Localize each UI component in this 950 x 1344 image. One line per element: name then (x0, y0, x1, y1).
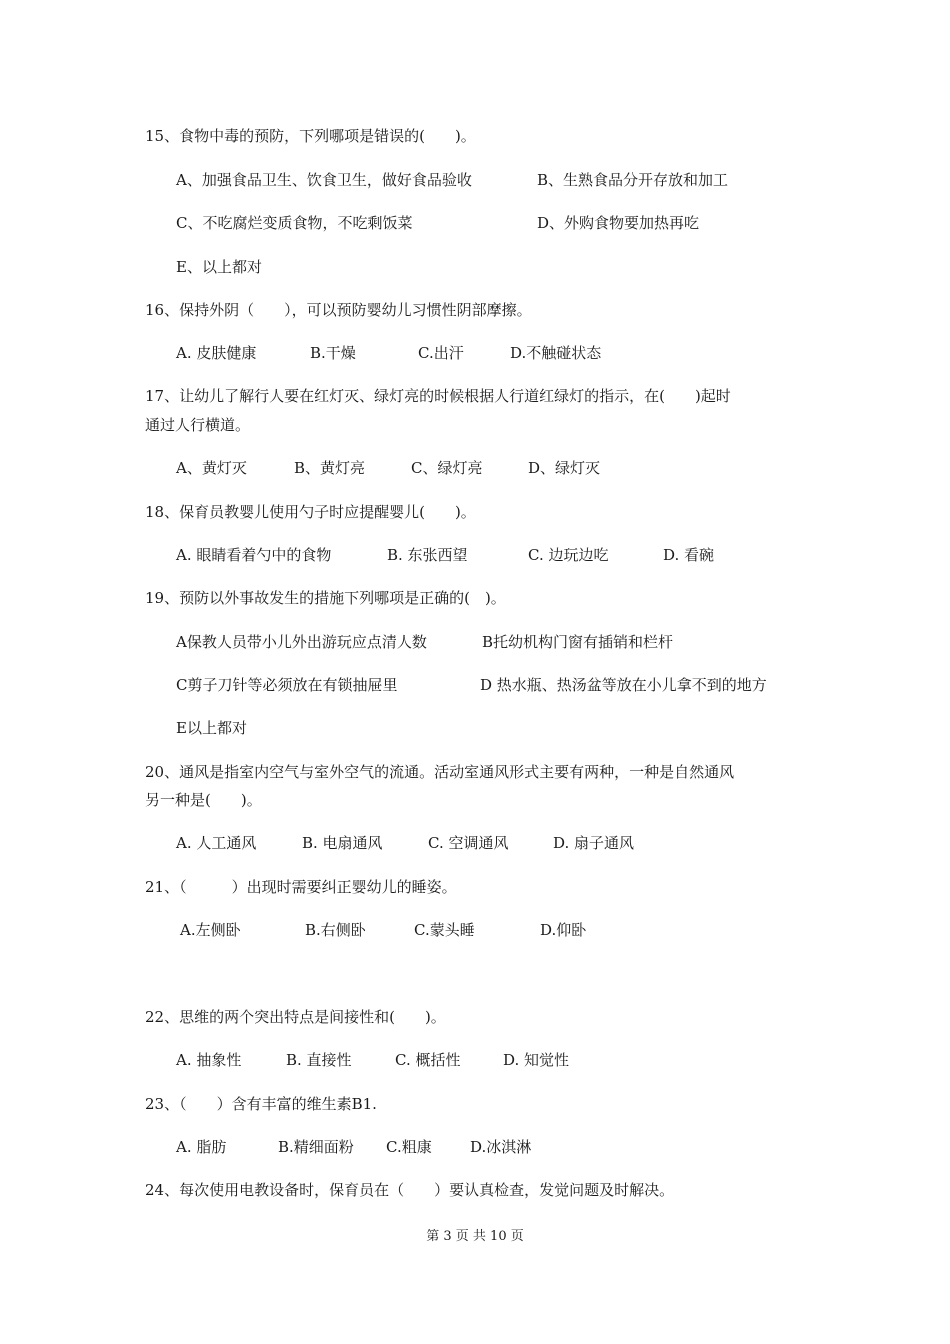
option-16c: C.出汗 (418, 344, 464, 362)
question-18: 18、保育员教婴儿使用勺子时应提醒婴儿( )。 (145, 503, 476, 521)
question-16: 16、保持外阴（ ），可以预防婴幼儿习惯性阴部摩擦。 (145, 301, 532, 319)
question-22: 22、思维的两个突出特点是间接性和( )。 (145, 1008, 446, 1026)
option-20c: C. 空调通风 (428, 834, 509, 852)
option-20b: B. 电扇通风 (302, 834, 383, 852)
option-16a: A. 皮肤健康 (176, 344, 257, 362)
option-17a: A、黄灯灭 (176, 459, 247, 477)
option-23b: B.精细面粉 (278, 1138, 354, 1156)
question-19: 19、预防以外事故发生的措施下列哪项是正确的( )。 (145, 589, 506, 607)
option-17c: C、绿灯亮 (411, 459, 483, 477)
question-20: 20、通风是指室内空气与室外空气的流通。活动室通风形式主要有两种，一种是自然通风 (145, 763, 735, 781)
option-17d: D、绿灯灭 (528, 459, 601, 477)
option-15e: E、以上都对 (176, 258, 262, 276)
option-15b: B、生熟食品分开存放和加工 (537, 171, 729, 189)
option-20a: A. 人工通风 (176, 834, 257, 852)
option-15a: A、加强食品卫生、饮食卫生，做好食品验收 (176, 171, 472, 189)
option-21a: A.左侧卧 (180, 921, 241, 939)
option-19b: B托幼机构门窗有插销和栏杆 (482, 633, 674, 651)
option-18c: C. 边玩边吃 (528, 546, 609, 564)
option-18d: D. 看碗 (663, 546, 715, 564)
option-21b: B.右侧卧 (305, 921, 366, 939)
question-23: 23、（ ）含有丰富的维生素B1. (145, 1095, 377, 1113)
option-22d: D. 知觉性 (503, 1051, 570, 1069)
option-19d: D 热水瓶、热汤盆等放在小儿拿不到的地方 (480, 676, 767, 694)
question-20-cont: 另一种是( )。 (145, 791, 262, 809)
option-21c: C.蒙头睡 (414, 921, 475, 939)
question-17: 17、让幼儿了解行人要在红灯灭、绿灯亮的时候根据人行道红绿灯的指示，在( )起时 (145, 387, 731, 405)
option-18b: B. 东张西望 (387, 546, 468, 564)
question-21: 21、（ ）出现时需要纠正婴幼儿的睡姿。 (145, 878, 457, 896)
option-19a: A保教人员带小儿外出游玩应点清人数 (176, 633, 427, 651)
option-23c: C.粗康 (386, 1138, 432, 1156)
option-17b: B、黄灯亮 (294, 459, 366, 477)
option-22c: C. 概括性 (395, 1051, 461, 1069)
option-23d: D.冰淇淋 (470, 1138, 532, 1156)
option-20d: D. 扇子通风 (553, 834, 635, 852)
option-19c: C剪子刀针等必须放在有锁抽屉里 (176, 676, 398, 694)
option-21d: D.仰卧 (540, 921, 587, 939)
question-24: 24、每次使用电教设备时，保育员在（ ）要认真检查，发觉问题及时解决。 (145, 1181, 675, 1199)
option-23a: A. 脂肪 (176, 1138, 227, 1156)
option-15c: C、不吃腐烂变质食物，不吃剩饭菜 (176, 214, 413, 232)
page-number: 第 3 页 共 10 页 (426, 1229, 524, 1244)
option-15d: D、外购食物要加热再吃 (537, 214, 700, 232)
option-16b: B.干燥 (310, 344, 356, 362)
option-16d: D.不触碰状态 (510, 344, 602, 362)
option-22a: A. 抽象性 (176, 1051, 242, 1069)
question-17-cont: 通过人行横道。 (145, 416, 251, 434)
option-18a: A. 眼睛看着勺中的食物 (176, 546, 332, 564)
question-15: 15、食物中毒的预防，下列哪项是错误的( )。 (145, 127, 476, 145)
option-22b: B. 直接性 (286, 1051, 352, 1069)
option-19e: E以上都对 (176, 719, 247, 737)
